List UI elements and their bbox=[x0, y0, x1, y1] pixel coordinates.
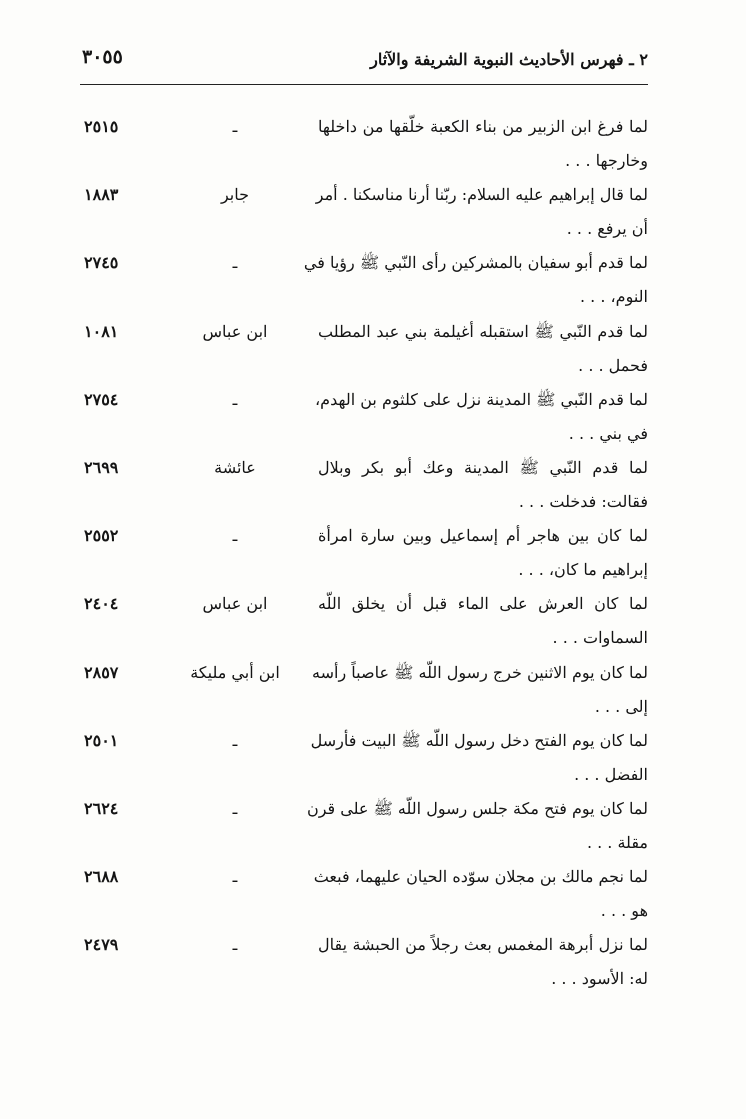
entry-text-line2: أن يرفع . . . bbox=[566, 219, 648, 239]
entry-text-line1: لما كان يوم الاثنين خرج رسول اللّه ﷺ عاصباً رأسه bbox=[312, 662, 648, 682]
entry-narrator: ـ bbox=[232, 253, 238, 273]
entry-text bbox=[312, 656, 648, 724]
entry-number: ٢٤٠٤ bbox=[84, 594, 119, 614]
entry-text-line1: لما فرغ ابن الزبير من بناء الكعبة خلّقها من داخلها bbox=[318, 117, 648, 136]
entry-narrator: ـ bbox=[232, 798, 238, 818]
entry-number: ٢٨٥٧ bbox=[84, 662, 119, 682]
entry-number: ٢٦٨٨ bbox=[84, 867, 119, 887]
entry-number: ٢٥١٥ bbox=[84, 117, 119, 136]
entry-text-line2: الفضل . . . bbox=[574, 764, 648, 784]
entry-text-line2: في بني . . . bbox=[568, 423, 648, 443]
index-entry bbox=[80, 928, 648, 996]
index-entry bbox=[80, 315, 648, 383]
entry-text-line1: لما قدم النّبي ﷺ المدينة نزل على كلثوم بن الهدم، bbox=[315, 389, 648, 409]
index-entry bbox=[80, 860, 648, 928]
entry-narrator: ابن عباس bbox=[202, 321, 268, 341]
entry-text-line1: لما كان العرش على الماء قبل أن يخلق اللّه bbox=[318, 594, 648, 614]
entry-text bbox=[318, 110, 648, 178]
entry-narrator: ـ bbox=[232, 867, 238, 887]
entry-number: ١٠٨١ bbox=[84, 321, 119, 341]
entry-text bbox=[318, 315, 648, 383]
entry-text bbox=[318, 519, 648, 587]
entry-narrator: ابن عباس bbox=[202, 594, 268, 614]
index-entry bbox=[80, 587, 648, 655]
entry-text-line2: له: الأسود . . . bbox=[551, 969, 648, 989]
entry-text-line2: وخارجها . . . bbox=[565, 151, 648, 170]
index-entry bbox=[80, 724, 648, 792]
running-title: ٢ ـ فهرس الأحاديث النبوية الشريفة والآثار bbox=[370, 50, 648, 69]
entry-text-line1: لما قال إبراهيم عليه السلام: ربّنا أرنا مناسكنا . أمر bbox=[315, 185, 648, 205]
entry-number: ١٨٨٣ bbox=[84, 185, 119, 205]
entry-text-line1: لما قدم أبو سفيان بالمشركين رأى النّبي ﷺ رؤيا في bbox=[303, 253, 648, 273]
index-entry bbox=[80, 178, 648, 246]
entry-text bbox=[313, 860, 648, 928]
entry-narrator: ـ bbox=[232, 935, 238, 955]
entry-text bbox=[318, 451, 648, 519]
entry-text-line1: لما كان يوم فتح مكة جلس رسول اللّه ﷺ على قرن bbox=[306, 798, 648, 818]
entry-text-line1: لما نزل أبرهة المغمس بعث رجلاً من الحبشة يقال bbox=[318, 935, 648, 955]
entry-text bbox=[318, 928, 648, 996]
header-divider bbox=[80, 84, 648, 85]
entry-text bbox=[315, 178, 648, 246]
entry-text-line2: إبراهيم ما كان، . . . bbox=[518, 560, 648, 580]
entry-text-line2: فحمل . . . bbox=[578, 355, 648, 375]
entry-number: ٢٧٤٥ bbox=[84, 253, 119, 273]
hadith-index-list bbox=[80, 110, 648, 996]
entry-text-line1: لما كان بين هاجر أم إسماعيل وبين سارة امرأة bbox=[318, 526, 648, 546]
entry-text bbox=[315, 383, 648, 451]
entry-number: ٢٥٠١ bbox=[84, 730, 119, 750]
index-entry bbox=[80, 246, 648, 314]
index-entry bbox=[80, 519, 648, 587]
entry-number: ٢٦٢٤ bbox=[84, 798, 119, 818]
entry-narrator: ابن أبي مليكة bbox=[190, 662, 280, 682]
entry-narrator: جابر bbox=[220, 185, 250, 205]
entry-text bbox=[318, 587, 648, 655]
entry-text-line2: فقالت: فدخلت . . . bbox=[518, 491, 648, 511]
index-entry bbox=[80, 451, 648, 519]
entry-text-line2: مقلة . . . bbox=[586, 832, 648, 852]
index-entry bbox=[80, 656, 648, 724]
entry-text-line2: هو . . . bbox=[600, 901, 648, 921]
entry-text-line1: لما نجم مالك بن مجلان سوّده الحيان عليهما، فبعث bbox=[313, 867, 648, 887]
entry-text bbox=[303, 246, 648, 314]
entry-text-line2: النوم، . . . bbox=[580, 287, 648, 307]
page-header bbox=[82, 44, 648, 80]
index-entry bbox=[80, 383, 648, 451]
index-entry bbox=[80, 110, 648, 178]
entry-text bbox=[310, 724, 648, 792]
entry-number: ٢٦٩٩ bbox=[84, 457, 119, 477]
entry-narrator: ـ bbox=[232, 526, 238, 546]
entry-narrator: ـ bbox=[232, 730, 238, 750]
entry-text-line2: إلى . . . bbox=[594, 696, 648, 716]
entry-number: ٢٤٧٩ bbox=[84, 935, 119, 955]
entry-text-line1: لما قدم النّبي ﷺ المدينة وعك أبو بكر وبلال bbox=[318, 457, 648, 477]
entry-narrator: عائشة bbox=[214, 457, 256, 477]
entry-text-line2: السماوات . . . bbox=[552, 628, 648, 648]
entry-text-line1: لما كان يوم الفتح دخل رسول اللّه ﷺ البيت فأرسل bbox=[310, 730, 648, 750]
entry-narrator: ـ bbox=[232, 389, 238, 409]
entry-text-line1: لما قدم النّبي ﷺ استقبله أغيلمة بني عبد المطلب bbox=[318, 321, 648, 341]
index-entry bbox=[80, 792, 648, 860]
page-number: ٣٠٥٥ bbox=[82, 46, 123, 68]
entry-number: ٢٧٥٤ bbox=[84, 389, 119, 409]
entry-number: ٢٥٥٢ bbox=[84, 526, 119, 546]
entry-narrator: ـ bbox=[232, 117, 238, 136]
entry-text bbox=[306, 792, 648, 860]
